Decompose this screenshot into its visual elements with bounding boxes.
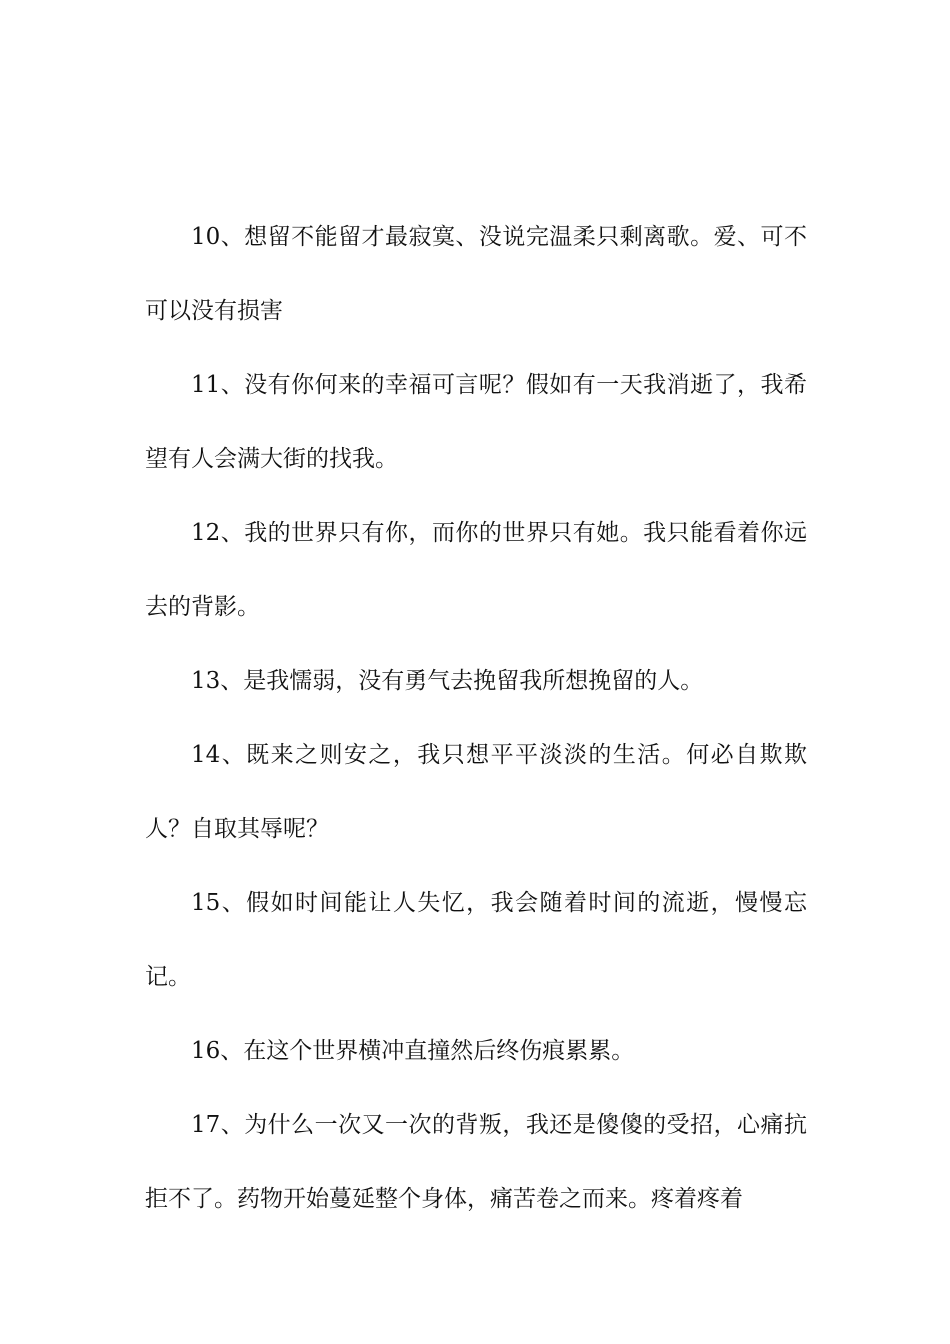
document-body — [145, 200, 807, 1236]
paragraph-14: 14、既来之则安之，我只想平平淡淡的生活。何必自欺欺人？自取其辱呢？ — [145, 742, 807, 842]
paragraph-17: 17、为什么一次又一次的背叛，我还是傻傻的受招，心痛抗拒不了。药物开始蔓延整个身体，痛苦卷之而来。疼着疼着 — [145, 1112, 807, 1212]
paragraph-16: 16、在这个世界横冲直撞然后终伤痕累累。 — [191, 1038, 635, 1064]
paragraph-11: 11、没有你何来的幸福可言呢？假如有一天我消逝了，我希望有人会满大街的找我。 — [145, 372, 807, 472]
paragraph-12: 12、我的世界只有你，而你的世界只有她。我只能看着你远去的背影。 — [145, 520, 807, 620]
paragraph-10: 10、想留不能留才最寂寞、没说完温柔只剩离歌。爱、可不可以没有损害 — [145, 224, 807, 324]
paragraph-13: 13、是我懦弱，没有勇气去挽留我所想挽留的人。 — [191, 668, 704, 694]
paragraph-15: 15、假如时间能让人失忆，我会随着时间的流逝，慢慢忘记。 — [145, 890, 807, 990]
